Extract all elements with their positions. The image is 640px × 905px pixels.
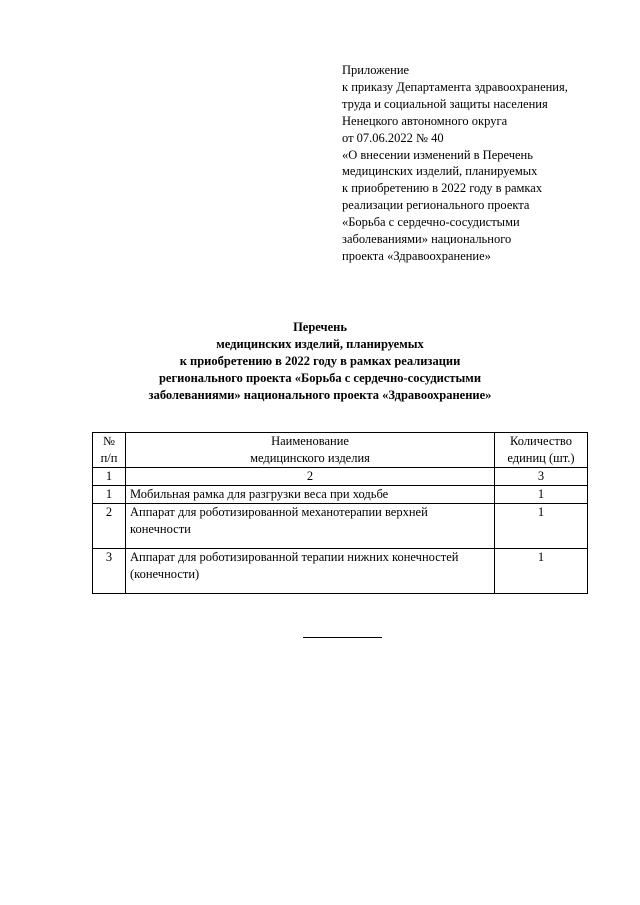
title-line: заболеваниями» национального проекта «Здравоохранение» [148,387,492,402]
header-number: № п/п [93,433,126,468]
column-number-row [93,467,588,485]
annex-line: труда и социальной защиты населения [342,96,548,111]
column-number: 1 [93,467,126,485]
annex-line: от 07.06.2022 № 40 [342,130,444,145]
table-header-row [93,433,588,468]
annex-line: Приложение [342,63,410,77]
annex-line: «О внесении изменений в Перечень [342,147,533,162]
column-number: 2 [126,467,495,485]
closing-rule [303,637,382,638]
row-quantity: 1 [495,548,588,593]
row-device-name: Аппарат для роботизированной терапии нижних конечностей (конечности) [126,548,495,593]
column-number: 3 [495,467,588,485]
annex-header [342,62,632,265]
title-line: регионального проекта «Борьба с сердечно-сосудистыми [158,370,482,385]
title-line: Перечень [293,320,347,334]
annex-line: реализации регионального проекта [342,198,530,213]
table-row [93,548,588,593]
title-line: к приобретению в 2022 году в рамках реализации [179,353,461,368]
header-name: Наименование медицинского изделия [126,433,495,468]
row-quantity: 1 [495,485,588,503]
annex-line: к приобретению в 2022 году в рамках [342,181,543,196]
table-row [93,485,588,503]
annex-line: к приказу Департамента здравоохранения, [342,79,568,94]
header-quantity: Количество единиц (шт.) [495,433,588,468]
row-quantity: 1 [495,503,588,548]
annex-line: проекта «Здравоохранение» [342,248,491,263]
devices-table [92,432,588,594]
annex-line: «Борьба с сердечно-сосудистыми [342,215,520,230]
table-row [93,503,588,548]
row-device-name: Мобильная рамка для разгрузки веса при ходьбе [126,485,495,503]
annex-line: медицинских изделий, планируемых [342,164,538,179]
title-line: медицинских изделий, планируемых [216,336,424,351]
document-title [0,319,640,404]
row-number: 1 [93,485,126,503]
annex-line: заболеваниями» национального [342,232,512,247]
row-number: 2 [93,503,126,548]
annex-line: Ненецкого автономного округа [342,113,508,128]
row-device-name: Аппарат для роботизированной механотерапии верхней конечности [126,503,495,548]
row-number: 3 [93,548,126,593]
